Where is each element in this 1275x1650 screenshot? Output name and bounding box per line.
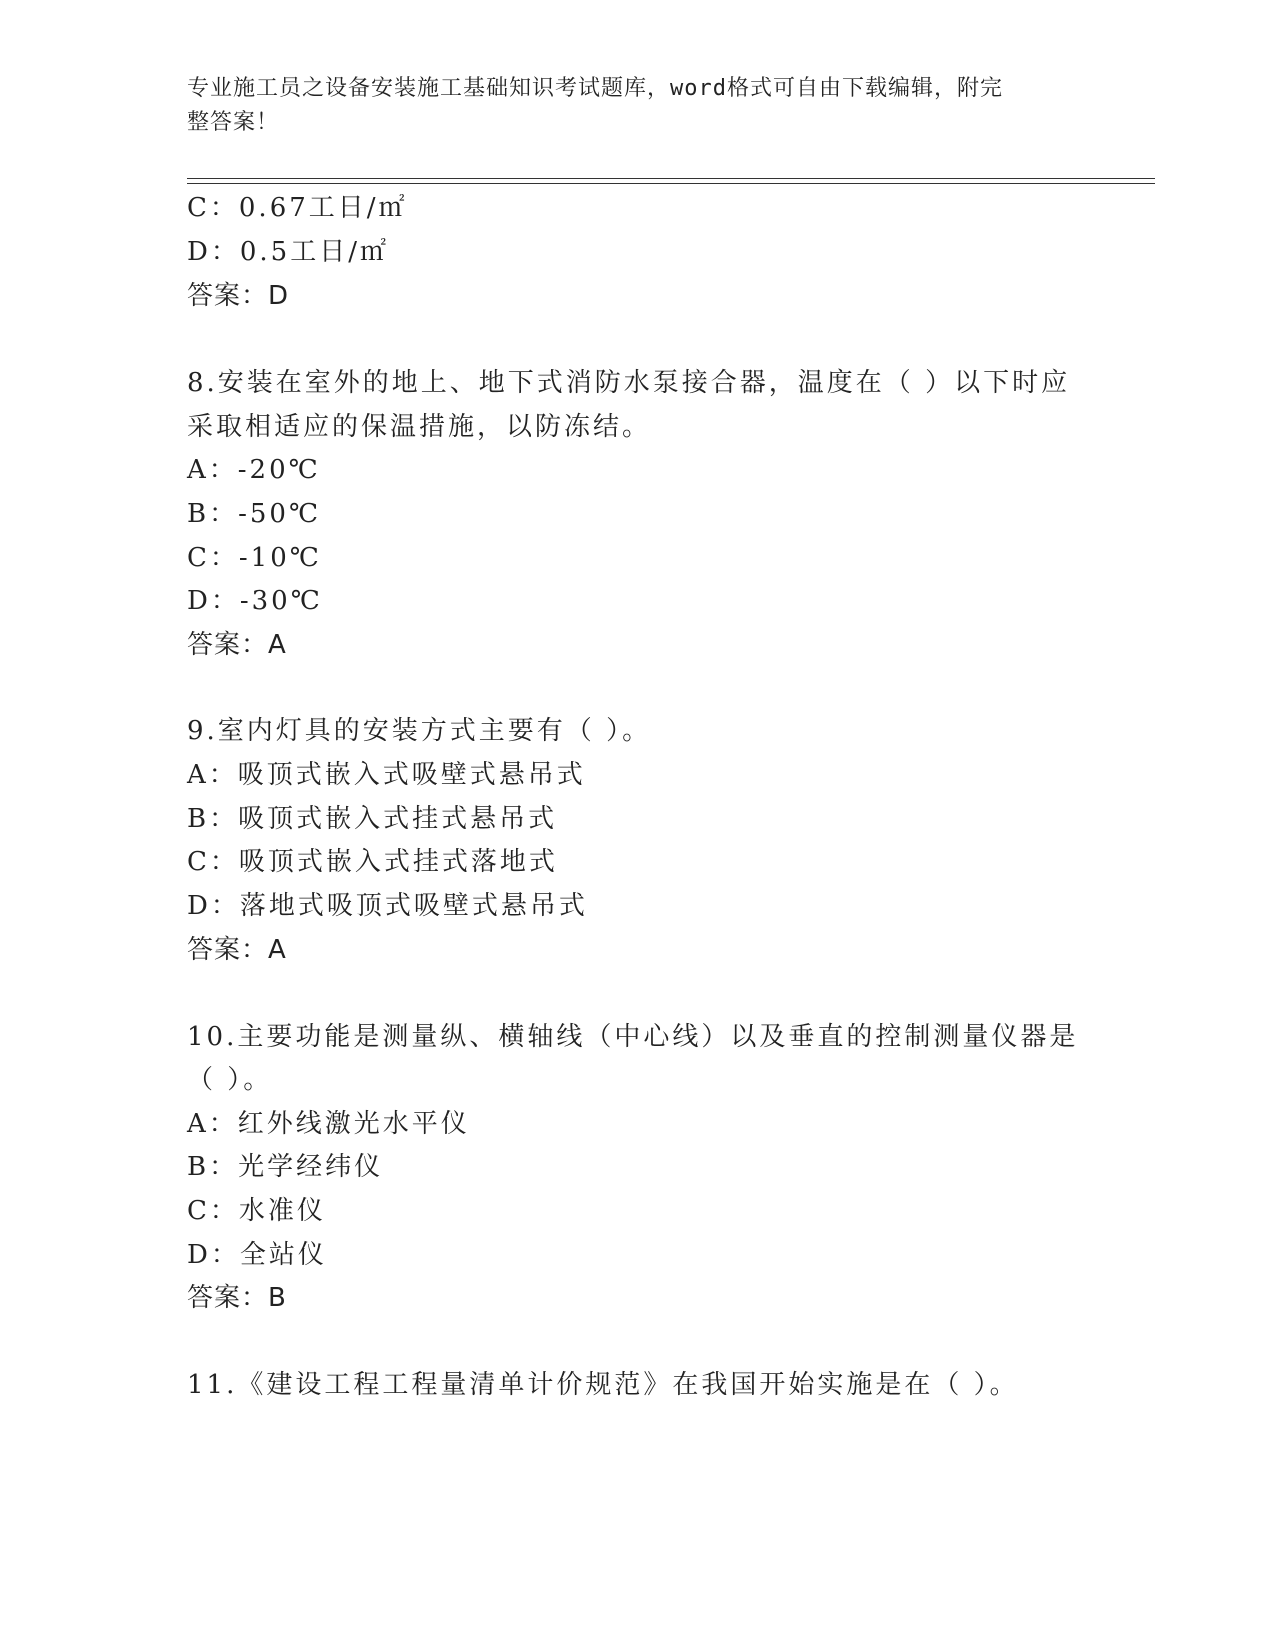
question-8-option-c: C：-10℃	[187, 543, 322, 573]
header-rule-top	[187, 178, 1155, 179]
question-10-option-b: B：光学经纬仪	[187, 1152, 384, 1182]
question-9-stem: 9.室内灯具的安装方式主要有（ ）。	[187, 716, 652, 746]
question-9-answer: 答案：A	[187, 935, 287, 965]
header-line-1: 专业施工员之设备安装施工基础知识考试题库，word格式可自由下载编辑，附完	[187, 76, 1003, 101]
question-8-answer: 答案：A	[187, 630, 287, 660]
option-c: C：0.67工日/㎡	[187, 193, 408, 223]
question-10-stem-cont: （ ）。	[187, 1065, 273, 1095]
question-10-option-a: A：红外线激光水平仪	[187, 1109, 470, 1139]
question-8-option-d: D：-30℃	[187, 586, 323, 616]
question-8-stem-cont: 采取相适应的保温措施，以防冻结。	[187, 412, 652, 442]
question-10-option-d: D：全站仪	[187, 1240, 327, 1270]
question-10-answer: 答案：B	[187, 1283, 287, 1313]
question-9-option-a: A：吸顶式嵌入式吸壁式悬吊式	[187, 760, 586, 790]
question-9-option-c: C：吸顶式嵌入式挂式落地式	[187, 847, 558, 877]
question-10-stem: 10.主要功能是测量纵、横轴线（中心线）以及垂直的控制测量仪器是	[187, 1022, 1079, 1052]
question-10-option-c: C：水准仪	[187, 1196, 326, 1226]
header-line-2: 整答案！	[187, 110, 280, 135]
question-8-stem: 8.安装在室外的地上、地下式消防水泵接合器，温度在（ ）以下时应	[187, 368, 1071, 398]
option-d: D：0.5工日/㎡	[187, 237, 389, 267]
question-8-option-b: B：-50℃	[187, 499, 322, 529]
question-9-option-b: B：吸顶式嵌入式挂式悬吊式	[187, 804, 558, 834]
document-header	[187, 72, 1067, 140]
header-rule-bottom	[187, 183, 1155, 184]
question-11-stem: 11.《建设工程工程量清单计价规范》在我国开始实施是在（ ）。	[187, 1370, 1019, 1400]
question-9-option-d: D：落地式吸顶式吸壁式悬吊式	[187, 891, 588, 921]
answer-line: 答案：D	[187, 281, 290, 311]
question-8-option-a: A：-20℃	[187, 455, 321, 485]
